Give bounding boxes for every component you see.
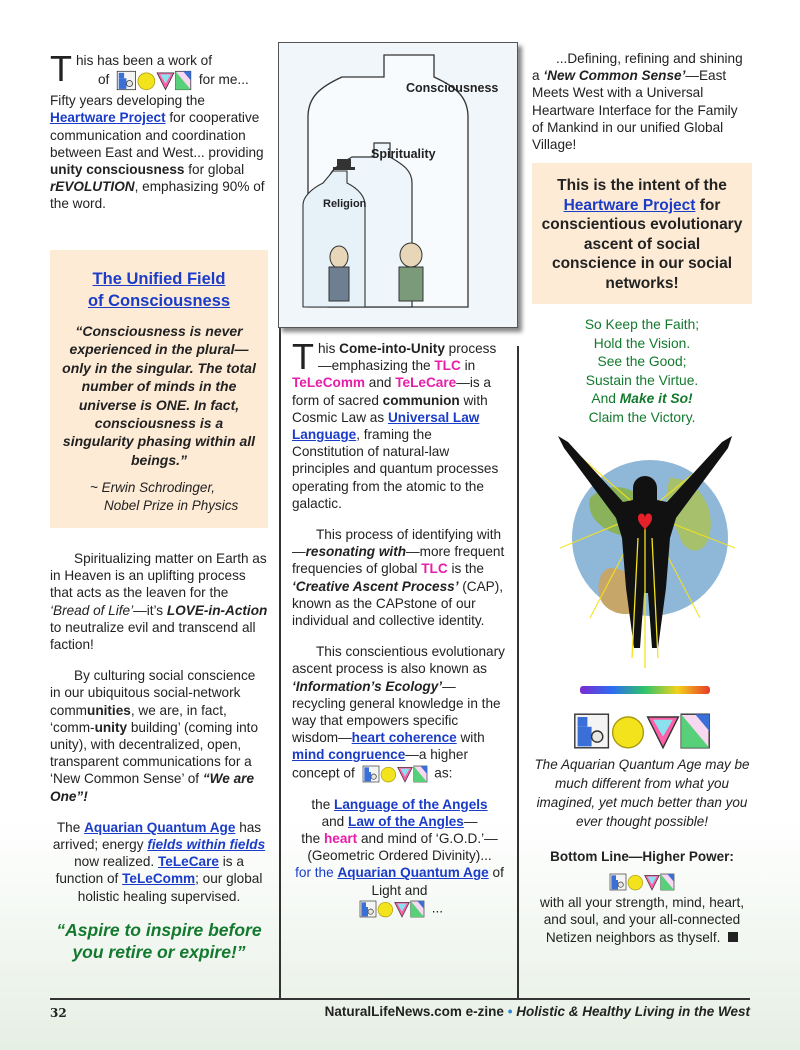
body-text: , framing the Constitution of natural-law principles and quantum processes operating from the atomic to the galactic. — [292, 427, 499, 511]
religion-label: Religion — [323, 198, 367, 210]
come-into-unity-paragraph — [292, 336, 507, 919]
body-text: (CAP), known as the CAPstone of our individual and collective identity. — [292, 578, 504, 629]
unities-text: unities — [87, 702, 131, 718]
fields-within-fields-link[interactable]: fields within fields — [147, 837, 266, 853]
body-text: ; our global holistic healing supervised. — [77, 871, 263, 904]
footer-tagline: Holistic & Healthy Living in the West — [516, 1004, 750, 1019]
quote-attribution-name: ~ Erwin Schrodinger, — [90, 480, 215, 496]
love-logo-icon — [572, 710, 712, 752]
body-text: ...Defining, refining and shining a — [532, 51, 743, 84]
communion-text: communion — [382, 392, 460, 408]
keep-the-faith-poem — [532, 316, 752, 428]
dropcap: T — [292, 336, 314, 377]
we-are-one-text: “We are One”! — [50, 771, 255, 804]
body-text: and mind of ‘G.O.D.’—(Geometric Ordered Divinity)... — [307, 831, 498, 864]
schrodinger-quote: “Consciousness is never experienced in the plural—only in the singular. The total number of minds in the universe is ONE. In fact, consciousness is a singularity phasing within all beings.” — [62, 323, 256, 468]
information-ecology-text: ‘Information’s Ecology’ — [292, 678, 443, 694]
intent-box — [532, 163, 752, 304]
footer-bullet: • — [507, 1004, 513, 1019]
poem-line: See the Good; — [597, 354, 687, 370]
telecare-text: TeLeCare — [395, 375, 457, 391]
closing-body: with all your strength, mind, heart, and soul, and your all-connected Netizen neighbors as thyself. — [540, 895, 744, 945]
body-text: to neutralize evil and transcend all faction! — [50, 619, 256, 653]
heartware-project-link[interactable]: Heartware Project — [563, 196, 696, 214]
body-text: and — [368, 375, 392, 391]
poem-line: Sustain the Virtue. — [585, 372, 699, 388]
poem-line: Claim the Victory. — [588, 409, 696, 425]
body-text: This process of identifying with— — [292, 527, 502, 560]
body-text: —it’s — [133, 602, 164, 618]
body-text: The — [56, 819, 81, 835]
language-of-angels-link[interactable]: Language of the Angels — [334, 796, 488, 812]
body-text: Spiritualizing matter on Earth as in Heaven is an uplifting process that acts as the leaven for the — [50, 551, 267, 601]
body-text: of Light and — [371, 865, 504, 898]
page-number: 32 — [50, 1006, 67, 1020]
unity-text: unity — [94, 719, 128, 735]
consciousness-label: Consciousness — [406, 81, 499, 95]
mind-congruence-link[interactable]: mind congruence — [292, 747, 406, 763]
new-common-sense-text: ‘New Common Sense’ — [543, 68, 686, 84]
universal-law-language-link[interactable]: Universal Law Language — [292, 409, 480, 443]
body-text: as: — [434, 765, 453, 781]
end-mark-icon — [728, 932, 738, 942]
body-text: —a higher concept of — [292, 747, 469, 781]
unified-field-link[interactable]: of Consciousness — [87, 292, 231, 310]
intro-text: for me... Fifty years developing the — [50, 72, 249, 109]
come-into-unity-text: Come-into-Unity — [339, 341, 445, 356]
aquarian-caption: The Aquarian Quantum Age may be much different from what you imagined, yet much better than you ever thought possible! — [534, 757, 750, 829]
unified-field-link[interactable]: The Unified Field — [92, 270, 226, 288]
body-text: and — [321, 813, 345, 829]
love-logo-icon — [356, 899, 428, 919]
body-text: has arrived; energy — [52, 819, 262, 853]
body-text: his — [318, 341, 336, 356]
bottom-line-section — [532, 848, 752, 946]
heart-text: heart — [323, 831, 358, 847]
unity-consciousness-text: unity consciousness — [50, 162, 185, 178]
body-text: By culturing social conscience in our ubiquitous social-network comm — [50, 668, 256, 718]
body-text: —recycling general knowledge in the way that empowers specific wisdom— — [292, 678, 501, 746]
column-divider-right — [517, 346, 519, 1000]
body-text: —East Meets West with a Universal Heartware Interface for the Family of Mankind in our unified Global Village! — [532, 68, 738, 153]
footer-rule — [50, 998, 750, 1000]
body-text: — — [463, 813, 478, 829]
body-text: for the — [295, 865, 334, 881]
tlc-text: TLC — [421, 561, 448, 577]
spiritualizing-paragraph — [50, 550, 268, 963]
body-text: is the — [451, 561, 484, 577]
body-text: now realized. — [74, 854, 155, 870]
quote-box — [50, 250, 268, 528]
love-logo-icon — [113, 69, 195, 92]
identifying-paragraph — [292, 526, 507, 629]
intro-text: of — [98, 72, 110, 88]
angels-paragraph — [292, 796, 507, 919]
intent-text: for conscientious evolutionary ascent of social conscience in our social networks! — [541, 196, 743, 292]
intro-text: his has been a work of — [76, 53, 213, 68]
intro-text: for cooperative communication and coordination between East and West... providing — [50, 110, 264, 160]
intro-text: for global — [188, 162, 245, 178]
body-text: ... — [431, 900, 444, 916]
body-text: process—emphasizing the — [318, 341, 497, 374]
body-text: in — [464, 358, 476, 374]
love-logo-icon — [359, 764, 431, 784]
aspire-slogan: “Aspire to inspire before you retire or expire!” — [56, 919, 262, 962]
conscientious-paragraph — [292, 643, 507, 783]
body-text: , we are, in fact, ‘comm- — [50, 702, 227, 735]
aquarian-quantum-age-link[interactable]: Aquarian Quantum Age — [84, 819, 236, 835]
love-logo-icon — [606, 872, 678, 892]
love-in-action-text: LOVE-in-Action — [166, 602, 268, 618]
telecare-link[interactable]: TeLeCare — [158, 854, 219, 870]
resonating-text: resonating with — [305, 544, 407, 560]
revolution-text: rEVOLUTION — [50, 179, 135, 195]
aquarian-paragraph — [50, 819, 268, 905]
bottom-line-heading: Bottom Line—Higher Power: — [550, 849, 734, 864]
heart-coherence-link[interactable]: heart coherence — [351, 730, 457, 746]
dropcap: T — [50, 48, 72, 89]
body-text: the — [311, 796, 331, 812]
body-text: —is a form of sacred — [292, 375, 491, 408]
body-text: the — [301, 831, 321, 847]
defining-paragraph — [532, 50, 750, 153]
intro-paragraph — [50, 48, 265, 213]
intent-text: This is the intent of the — [557, 177, 727, 194]
culturing-paragraph — [50, 667, 268, 805]
spirituality-label: Spirituality — [371, 147, 436, 161]
body-text: is a function of — [55, 854, 244, 887]
creative-ascent-text: ‘Creative Ascent Process’ — [292, 578, 459, 594]
telecomm-link[interactable]: TeLeComm — [122, 871, 196, 887]
law-of-angles-link[interactable]: Law of the Angles — [348, 813, 464, 829]
poem-line: So Keep the Faith; — [584, 317, 700, 332]
body-text: with Cosmic Law as — [292, 392, 488, 425]
poem-line: And — [591, 391, 616, 407]
body-text: with — [460, 730, 485, 746]
body-text: This conscientious evolutionary ascent process is also known as — [292, 644, 505, 677]
quote-attribution — [90, 479, 268, 515]
poem-line: Hold the Vision. — [593, 335, 691, 351]
globe-figure-illustration — [550, 428, 740, 698]
tlc-text: TLC — [434, 358, 461, 374]
footer-banner — [325, 1004, 750, 1019]
closing-text — [532, 894, 752, 946]
bottles-illustration — [278, 42, 518, 328]
make-it-so-text: Make it So! — [619, 391, 693, 407]
aquarian-quantum-age-link[interactable]: Aquarian Quantum Age — [337, 865, 489, 881]
quote-attribution-title: Nobel Prize in Physics — [104, 498, 239, 514]
intro-text: , emphasizing 90% of the word. — [50, 179, 265, 212]
footer-site: NaturalLifeNews.com e-zine — [324, 1004, 504, 1019]
body-text: building’ (coming into unity), with decentralized, open, transparent communications for a ‘New Common Sense’ of — [50, 719, 259, 787]
telecomm-text: TeLeComm — [292, 375, 366, 391]
bread-of-life-text: ‘Bread of Life’ — [50, 602, 134, 618]
body-text: —more frequent frequencies of global — [292, 544, 505, 577]
heartware-project-link[interactable]: Heartware Project — [50, 110, 166, 126]
